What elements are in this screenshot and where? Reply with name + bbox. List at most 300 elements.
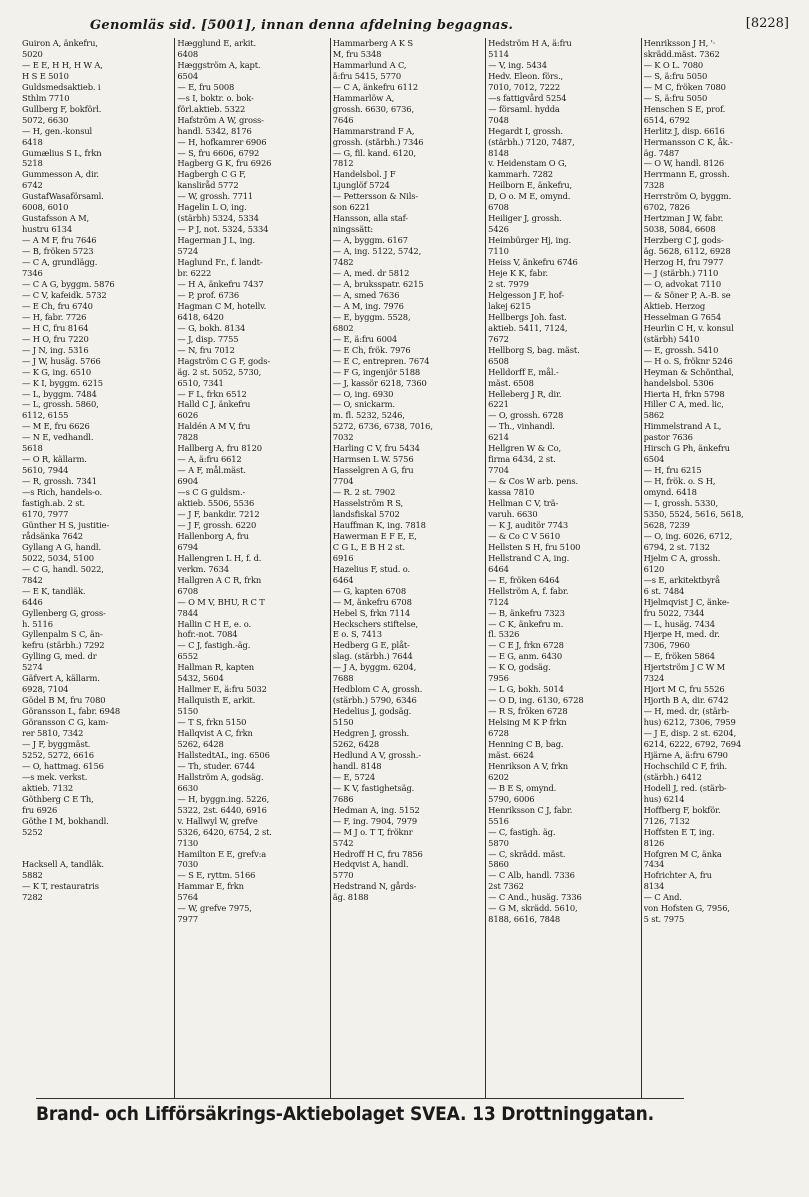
directory-entry-line: Göransson C G, kam-	[22, 717, 109, 728]
directory-entry-line: Herrmann E, grossh.	[643, 169, 730, 180]
directory-entry-line: Herzberg C J, gods-	[643, 235, 724, 246]
directory-entry-line: 7686	[332, 793, 354, 804]
directory-entry-line: — & Cos W arb. pens.	[488, 476, 579, 487]
directory-entry-line: 7126, 7132	[643, 815, 690, 826]
directory-entry-line: — L G, bokh. 5014	[488, 684, 564, 695]
directory-entry-line: — E Ch, frök. 7976	[332, 344, 411, 355]
directory-entry-line: 5426	[488, 224, 509, 235]
directory-entry-line: — C J, fastigh.-äg.	[177, 640, 251, 651]
directory-entry-line: — H A, änkefru 7437	[177, 278, 264, 289]
page-title: Genomläs sid. [5001], innan denna afdelning begagnas.	[90, 18, 514, 33]
directory-entry-line: — G, kapten 6708	[332, 585, 406, 596]
directory-entry-line: äg. 8188	[332, 892, 369, 903]
directory-entry-line: 6112, 6155	[22, 410, 69, 421]
directory-entry-line: 6120	[643, 563, 665, 574]
directory-entry-line: Hoffsten E T, ing.	[643, 826, 715, 837]
directory-entry-line: Hjärne A, ä:fru 6790	[643, 749, 728, 760]
directory-entry-line: — J F, grossh. 6220	[177, 519, 257, 530]
directory-entry-line: 7688	[332, 673, 354, 684]
directory-entry-line: Himmelstrand A L,	[643, 421, 722, 432]
directory-entry-line: — A, ing. 5122, 5742,	[332, 246, 422, 257]
directory-entry-line: — R, grossh. 7341	[22, 476, 97, 487]
directory-entry-line: Hallengren L H, f. d.	[177, 552, 262, 563]
directory-entry-line: — W, grossh. 7711	[177, 191, 254, 202]
directory-entry-line: äg. 7487	[643, 147, 680, 158]
directory-entry-line: 6708	[488, 202, 509, 213]
directory-entry-line: 7977	[177, 914, 199, 925]
directory-entry-line: — C G, handl. 5022,	[22, 563, 104, 574]
directory-entry-line: — K G, ing. 6510	[22, 366, 92, 377]
directory-entry-line: — B E S, omynd.	[488, 782, 557, 793]
directory-entry-line: Gumælius S L, frkn	[22, 147, 102, 158]
directory-entry-line: — E, fru 5008	[177, 81, 235, 92]
directory-entry-line: Hallström A, godsäg.	[177, 771, 264, 782]
directory-entry-line: — C V, kafeidk. 5732	[22, 289, 107, 300]
directory-entry-line: — L, byggm. 7484	[22, 388, 97, 399]
directory-entry-line: — O, grossh. 6728	[488, 410, 564, 421]
directory-entry-line: 5252, 5272, 6616	[22, 749, 94, 760]
directory-entry-line: — M E, fru 6626	[22, 421, 90, 432]
directory-entry-line: aktieb. 5506, 5536	[177, 498, 255, 509]
directory-entry-line: 6 st. 7484	[643, 585, 685, 596]
directory-entry-line: fastigh.ab. 2 st.	[22, 498, 86, 509]
directory-entry-line: 6026	[177, 410, 199, 421]
directory-entry-line: 5322, 2st. 6440, 6916	[177, 804, 267, 815]
directory-entry-line: handl. 8148	[332, 760, 382, 771]
directory-entry-line: Hagman C M, hotellv.	[177, 300, 267, 311]
directory-entry-line: Gylling G, med. dr	[22, 651, 97, 662]
directory-entry-line: Aktieb. Herzog	[643, 300, 706, 311]
directory-entry-line: 6464	[488, 563, 509, 574]
directory-entry-line: — E, ä:fru 6004	[332, 333, 398, 344]
directory-entry-line: Heiliger J, grossh.	[488, 213, 562, 224]
directory-entry-line: Hesselman G 7654	[643, 311, 722, 322]
directory-entry-line: Hellstrand C A, ing.	[488, 552, 570, 563]
directory-entry-line: 6508	[488, 355, 509, 366]
directory-entry-line: 6446	[22, 596, 43, 607]
directory-entry-line: 7844	[177, 607, 199, 618]
directory-entry-line: Gäfvert A, källarm.	[22, 673, 100, 684]
directory-entry-line: grossh. 6630, 6736,	[332, 103, 414, 114]
directory-entry-line: HallstedtAL, ing. 6506	[177, 749, 270, 760]
directory-entry-line: Hellborg S, bag. mäst.	[488, 344, 580, 355]
directory-entry-line: — H, gen.-konsul	[22, 125, 93, 136]
directory-entry-line: 5724	[177, 246, 199, 257]
directory-entry-line: Hallquisth E, arkit.	[177, 695, 256, 706]
directory-entry-line: — C Alb, handl. 7336	[488, 870, 575, 881]
directory-entry-line: — H, med. dr, (stärb-	[643, 706, 730, 717]
directory-entry-line: 6702, 7826	[643, 202, 690, 213]
directory-entry-line	[22, 838, 172, 849]
directory-entry-line: Göthberg C E Th,	[22, 793, 94, 804]
directory-entry-line: Heckschers stiftelse,	[332, 618, 418, 629]
directory-entry-line: aktieb. 5411, 7124,	[488, 322, 568, 333]
directory-entry-line: pastor 7636	[643, 432, 693, 443]
directory-entry-line: Hjelm C A, grossh.	[643, 552, 721, 563]
directory-entry-line: Heje K K, fabr.	[488, 268, 548, 279]
directory-entry-line: Gyllang A G, handl.	[22, 541, 101, 552]
directory-entry-line: — M, änkefru 6708	[332, 596, 412, 607]
directory-entry-line: — O R, källarm.	[22, 454, 87, 465]
directory-entry-line: 6928, 7104	[22, 684, 69, 695]
directory-entry-line: — C A G, byggm. 5876	[22, 278, 115, 289]
directory-entry-line: br. 6222	[177, 268, 212, 279]
directory-entry-line: — O, snickarm.	[332, 399, 395, 410]
directory-entry-line: 6214, 6222, 6792, 7694	[643, 739, 742, 749]
directory-entry-line: Hellgren W & Co,	[488, 443, 561, 454]
directory-entry-line: v. Hallwyl W, grefve	[177, 815, 258, 826]
directory-entry-line: Hallman R, kapten	[177, 662, 254, 673]
directory-entry-line: 7328	[643, 180, 665, 191]
directory-column-2	[175, 38, 330, 1098]
directory-entry-line: Henrikson A V, frkn	[488, 760, 569, 771]
directory-entry-line: — H, fabr. 7726	[22, 311, 87, 322]
directory-entry-line: 6742	[22, 180, 43, 191]
directory-entry-line: mäst. 6508	[488, 377, 534, 388]
directory-entry-line: landsfiskal 5702	[332, 508, 400, 519]
directory-entry-line: 5252	[22, 826, 43, 837]
directory-entry-line: Hellman C V, trä-	[488, 498, 559, 509]
directory-entry-line: Guiron A, änkefru,	[22, 38, 98, 48]
directory-entry-line: Göransson L, fabr. 6948	[22, 706, 121, 717]
directory-entry-line: — E, byggm. 5528,	[332, 311, 411, 322]
directory-entry-line: — E G, anm. 6430	[488, 651, 562, 662]
directory-entry-line: fru 6926	[22, 804, 58, 815]
directory-entry-line: Ljunglöf 5724	[332, 180, 390, 191]
directory-entry-line: — H O, fru 7220	[22, 333, 89, 344]
directory-entry-line: Gustafsson A M,	[22, 213, 89, 224]
directory-entry-line: rer 5810, 7342	[22, 728, 84, 739]
directory-entry-line: — C And., husäg. 7336	[488, 892, 582, 903]
directory-entry-line: — A F, mål.mäst.	[177, 465, 246, 476]
directory-entry-line: (stärbh) 5324, 5334	[177, 213, 259, 224]
directory-entry-line: — O, ing. 6930	[332, 388, 394, 399]
directory-entry-line: Hedman A, ing. 5152	[332, 804, 420, 815]
directory-entry-line: 6464	[332, 574, 354, 585]
directory-entry-line: Hamilton E E, grefv:a	[177, 848, 267, 859]
directory-entry-line: v. Heidenstam O G,	[488, 158, 567, 169]
directory-entry-line: Hodell J, red. (stärb-	[643, 782, 727, 793]
directory-entry-line: — J, disp. 7755	[177, 333, 239, 344]
directory-entry-line: 7842	[22, 574, 43, 585]
directory-entry-line: 5860	[488, 859, 509, 870]
directory-entry-line: — A M F, fru 7646	[22, 235, 97, 246]
directory-entry-line: Gyllenberg G, gross-	[22, 607, 106, 618]
directory-entry-line: — O M V, BHU, R C T	[177, 596, 265, 607]
directory-entry-line: — E C, entrepren. 7674	[332, 355, 430, 366]
directory-entry-line: 5038, 5084, 6608	[643, 224, 716, 235]
directory-entry-line: 5870	[488, 837, 509, 848]
directory-entry-line: 5274	[22, 662, 43, 673]
directory-entry-line: — G M, skrädd. 5610,	[488, 903, 578, 914]
directory-entry-line: Hammarstrand F A,	[332, 125, 415, 136]
directory-entry-line: förl.aktieb. 5322	[177, 103, 246, 114]
directory-entry-line: Hjelmqvist J C, änke-	[643, 596, 730, 607]
directory-entry-line: Gummesson A, dir.	[22, 169, 99, 180]
directory-entry-line: Hertzman J W, fabr.	[643, 213, 724, 224]
directory-entry-line: — C A, grundlägg.	[22, 257, 98, 268]
directory-column-4	[486, 38, 641, 1098]
directory-entry-line: Göthe I M, bokhandl.	[22, 815, 109, 826]
directory-entry-line: — K J, auditör 7743	[488, 519, 568, 530]
directory-entry-line: — H C, fru 8164	[22, 322, 89, 333]
directory-entry-line: — O, ing. 6026, 6712,	[643, 530, 733, 541]
directory-entry-line: Hæggström A, kapt.	[177, 59, 261, 70]
directory-entry-line: Hagelin L O, ing.	[177, 202, 247, 213]
directory-entry-line: Hedblom C A, grossh.	[332, 684, 423, 695]
directory-entry-line: 7110	[488, 246, 509, 257]
directory-entry-line: — S, ä:fru 5050	[643, 92, 708, 103]
directory-entry-line: — P, prof. 6736	[177, 289, 240, 300]
directory-entry-line: (stärbh.) 6412	[643, 771, 702, 782]
directory-entry-line: 6170, 7977	[22, 508, 69, 519]
directory-entry-line: — O D, ing. 6130, 6728	[488, 695, 584, 706]
directory-entry-line: 6904	[177, 476, 199, 487]
directory-entry-line: Hazelius F, stud. o.	[332, 563, 410, 574]
directory-entry-line: (stärbh) 5410	[643, 333, 700, 344]
directory-entry-line: Hedström H A, ä:fru	[488, 38, 572, 48]
directory-entry-line: Hawerman E F E, E,	[332, 530, 417, 541]
directory-entry-line: 8126	[643, 837, 665, 848]
directory-entry-line: Harling C V, fru 5434	[332, 443, 420, 454]
directory-entry-line: 6728	[488, 728, 509, 739]
directory-entry-line: Hirsch G Ph, änkefru	[643, 443, 730, 454]
directory-entry-line: — N E, vedhandl.	[22, 432, 94, 443]
directory-entry-line: 5020	[22, 48, 43, 59]
directory-entry-line: 5350, 5524, 5616, 5618,	[643, 508, 744, 519]
directory-entry-line: 5262, 6428	[332, 739, 380, 749]
directory-entry-line: — I, grossh. 5330,	[643, 498, 718, 509]
directory-entry-line: Hedberg G E, plåt-	[332, 640, 410, 651]
directory-entry-line: Hallmer E, ä:fru 5032	[177, 684, 267, 695]
directory-entry-line: — A M, ing. 7976	[332, 300, 404, 311]
directory-entry-line: 5326, 6420, 6754, 2 st.	[177, 826, 272, 837]
page-header	[20, 8, 797, 34]
directory-entry-line: 5432, 5604	[177, 673, 224, 684]
directory-entry-line: m. fl. 5232, 5246,	[332, 410, 405, 421]
directory-entry-line: Hammarlöw A,	[332, 92, 395, 103]
directory-entry-line: — L, grossh. 5860,	[22, 399, 99, 410]
directory-entry-line: von Hofsten G, 7956,	[643, 903, 730, 914]
directory-entry-line: Heurlin C H, v. konsul	[643, 322, 734, 333]
directory-entry-line: — Pettersson & Nils-	[332, 191, 419, 202]
directory-entry-line: Gyllenpalm S C, än-	[22, 629, 103, 640]
directory-entry-line: — & Co C V 5610	[488, 530, 561, 541]
directory-entry-line: 8134	[643, 881, 665, 892]
directory-entry-line: 5218	[22, 158, 43, 169]
directory-entry-line: Hedroff H C, fru 7856	[332, 848, 423, 859]
directory-entry-line: Hauffman K, ing. 7818	[332, 519, 426, 530]
directory-entry-line: 7646	[332, 114, 354, 125]
directory-entry-line: — E, 5724	[332, 771, 376, 782]
directory-entry-line: 7282	[22, 892, 43, 903]
directory-entry-line: Hasselgren A G, fru	[332, 465, 414, 476]
directory-entry-line: fru 5022, 7344	[643, 607, 705, 618]
directory-entry-line: 5262, 6428	[177, 739, 224, 749]
directory-entry-line: 6552	[177, 651, 199, 662]
directory-entry-line: 6221	[488, 399, 509, 410]
directory-entry-line: — C A, änkefru 6112	[332, 81, 418, 92]
directory-entry-line: Hoffberg F, bokför.	[643, 804, 721, 815]
directory-entry-line: — C K, änkefru m.	[488, 618, 564, 629]
directory-entry-line: Hierta H, frkn 5798	[643, 388, 725, 399]
directory-entry-line: skrädd.mäst. 7362	[643, 48, 720, 59]
directory-entry-line: — J W, husäg. 5766	[22, 355, 101, 366]
directory-entry-line: — E, grossh. 5410	[643, 344, 719, 355]
directory-entry-line: 5882	[22, 870, 43, 881]
directory-entry-line: — J E, disp. 2 st. 6204,	[643, 728, 737, 739]
directory-entry-line: kammarh. 7282	[488, 169, 553, 180]
directory-entry-line: —s E, arkitektbyrå	[643, 574, 720, 585]
directory-entry-line: son 6221	[332, 202, 371, 213]
directory-entry-line: — R S, fröken 6728	[488, 706, 568, 717]
directory-entry-line: Helgesson J F, hof-	[488, 289, 564, 300]
directory-entry-line: — K O L. 7080	[643, 59, 704, 70]
directory-entry-line: Heiss V, änkefru 6746	[488, 257, 578, 268]
directory-entry-line: — B, änkefru 7323	[488, 607, 565, 618]
directory-entry-line: 6504	[643, 454, 665, 465]
directory-entry-line: — E, fröken 6464	[488, 574, 560, 585]
directory-entry-line: Hiller C A, med. lic,	[643, 399, 724, 410]
directory-entry-line: Helldorff E, mål.-	[488, 366, 559, 377]
directory-entry-line: hus) 6212, 7306, 7959	[643, 717, 736, 728]
directory-entry-line: —s I, boktr. o. bok-	[177, 92, 254, 103]
directory-entry-line: — H, byggn.ing. 5226,	[177, 793, 270, 804]
directory-entry-line: Helsing M K P frkn	[488, 717, 567, 728]
directory-entry-line: — A, smed 7636	[332, 289, 400, 300]
directory-entry-line: 7124	[488, 596, 509, 607]
directory-entry-line: Harmsen L W. 5756	[332, 454, 414, 465]
directory-entry-line: 5742	[332, 837, 354, 848]
directory-entry-line: rådsänka 7642	[22, 530, 83, 541]
directory-entry-line: 6418	[22, 136, 43, 147]
directory-entry-line: — Th., vinhandl.	[488, 421, 555, 432]
directory-entry-line: — C And.	[643, 892, 682, 903]
directory-entry-line: Heimbürger Hj, ing.	[488, 235, 571, 246]
directory-entry-line: h. 5116	[22, 618, 53, 629]
directory-entry-line: —s mek. verkst.	[22, 771, 88, 782]
directory-entry-line: Hegardt I, grossh.	[488, 125, 563, 136]
directory-entry-line: 7030	[177, 859, 199, 870]
directory-entry-line: 7346	[22, 268, 43, 279]
directory-entry-line: firma 6434, 2 st.	[488, 454, 556, 465]
directory-entry-line: Hallin C H E, e. o.	[177, 618, 251, 629]
directory-entry-line: — C, fastigh. äg.	[488, 826, 556, 837]
directory-entry-line: Henriksson J H, '·	[643, 38, 716, 48]
directory-entry-line: — S, ä:fru 5050	[643, 70, 708, 81]
directory-entry-line: Henning C B, bag.	[488, 739, 564, 749]
directory-entry-line: 6708	[177, 585, 199, 596]
directory-entry-line: 5272, 6736, 6738, 7016,	[332, 421, 433, 432]
directory-entry-line: slag. (stärbh.) 7644	[332, 651, 413, 662]
advertisement-footer: Brand- och Lifförsäkrings-Aktiebolaget SVEA. 13 Drottninggatan.	[36, 1098, 684, 1133]
directory-entry-line: —s fattigvård 5254	[488, 92, 567, 103]
directory-entry-line: Gullberg F, bokförl.	[22, 103, 102, 114]
directory-entry-line: lakej 6215	[488, 300, 531, 311]
directory-entry-line: — R. 2 st. 7902	[332, 487, 396, 498]
directory-entry-line: 5862	[643, 410, 665, 421]
directory-entry-line: 6794	[177, 541, 199, 552]
directory-entry-line: Handelsbol. J F	[332, 169, 396, 180]
directory-entry-line: 7306, 7960	[643, 640, 690, 651]
directory-entry-line: Helleberg J R, dir.	[488, 388, 562, 399]
directory-entry-line: hus) 6214	[643, 793, 685, 804]
directory-entry-line: — B, fröken 5723	[22, 246, 94, 257]
directory-entry-line: 5628, 7239	[643, 519, 690, 530]
directory-entry-line: — E E, H H, H W A,	[22, 59, 103, 70]
directory-entry-line: 6510, 7341	[177, 377, 224, 388]
directory-entry-line: 5790, 6006	[488, 793, 535, 804]
directory-entry-line: — & Söner P, A.-B. se	[643, 289, 731, 300]
directory-entry-line: 7482	[332, 257, 354, 268]
directory-entry-line: Hebel S, frkn 7114	[332, 607, 411, 618]
directory-entry-line: — H, fru 6215	[643, 465, 702, 476]
directory-entry-line: Guldsmedsaktieb. i	[22, 81, 101, 92]
directory-entry-line: — O, hattmag. 6156	[22, 760, 104, 771]
directory-entry-line: hustru 6134	[22, 224, 72, 235]
directory-entry-line: — G, fil. kand. 6120,	[332, 147, 416, 158]
directory-entry-line: Hjort M C, fru 5526	[643, 684, 725, 695]
directory-entry-line: 5516	[488, 815, 509, 826]
directory-entry-line: (stärbh.) 7120, 7487,	[488, 136, 575, 147]
directory-entry-line: — S, fru 6606, 6792	[177, 147, 260, 158]
directory-entry-line: 5618	[22, 443, 43, 454]
directory-entry-line: Hermansson C K, åk.-	[643, 136, 733, 147]
directory-entry-line: — S E, ryttm. 5166	[177, 870, 256, 881]
directory-entry-line: 6504	[177, 70, 199, 81]
directory-entry-line: — F, ing. 7904, 7979	[332, 815, 418, 826]
directory-entry-line: E o. S, 7413	[332, 629, 382, 640]
directory-entry-line: — C, skrädd. mäst.	[488, 848, 566, 859]
directory-entry-line: Hagerman J L, ing.	[177, 235, 255, 246]
directory-entry-line: 6008, 6010	[22, 202, 69, 213]
directory-entry-line: aktieb. 7132	[22, 782, 74, 793]
directory-entry-line: — P J, not. 5324, 5334	[177, 224, 269, 235]
directory-entry-line: —s C G guldsm.-	[177, 487, 246, 498]
directory-entry-line: 6408	[177, 48, 199, 59]
directory-entry-line: 7672	[488, 333, 509, 344]
directory-entry-line: H S E 5010	[22, 70, 69, 81]
directory-entry-line: — T S, frkn 5150	[177, 717, 247, 728]
directory-entry-line: — O W, handl. 8126	[643, 158, 725, 169]
directory-entry-line: 6630	[177, 782, 199, 793]
directory-entry-line: mäst. 6624	[488, 749, 534, 760]
directory-entry-line: Hochschild C F, frih.	[643, 760, 728, 771]
directory-entry-line: 6202	[488, 771, 509, 782]
directory-entry-line: — E, fröken 5864	[643, 651, 715, 662]
directory-entry-line: kassa 7810	[488, 487, 535, 498]
directory-column-3	[331, 38, 486, 1098]
directory-entry-line: Hedelius J, godsäg.	[332, 706, 412, 717]
directory-entry-line: — G, bokh. 8134	[177, 322, 246, 333]
directory-entry-line: Hjerpe H, med. dr.	[643, 629, 720, 640]
directory-entry-line: — J, kassör 6218, 7360	[332, 377, 427, 388]
directory-entry-line: — Th, studer. 6744	[177, 760, 255, 771]
directory-entry-line: — J F, byggmäst.	[22, 739, 91, 749]
directory-entry-line: Hallberg A, fru 8120	[177, 443, 262, 454]
directory-column-1	[20, 38, 175, 1098]
directory-entry-line: — V, ing. 5434	[488, 59, 547, 70]
directory-entry-line: Hellbergs Joh. fast.	[488, 311, 567, 322]
directory-entry-line: C G L, E B H 2 st.	[332, 541, 405, 552]
directory-entry-line: Hedgren J, grossh.	[332, 728, 410, 739]
directory-entry-line: Hafström A W, gross-	[177, 114, 264, 125]
directory-entry-line: Hallgren A C R, frkn	[177, 574, 262, 585]
directory-entry-line: 6802	[332, 322, 354, 333]
directory-column-5	[642, 38, 797, 1098]
directory-entry-line: 6794, 2 st. 7132	[643, 541, 710, 552]
directory-entry-line: Hammarlund A C,	[332, 59, 407, 70]
